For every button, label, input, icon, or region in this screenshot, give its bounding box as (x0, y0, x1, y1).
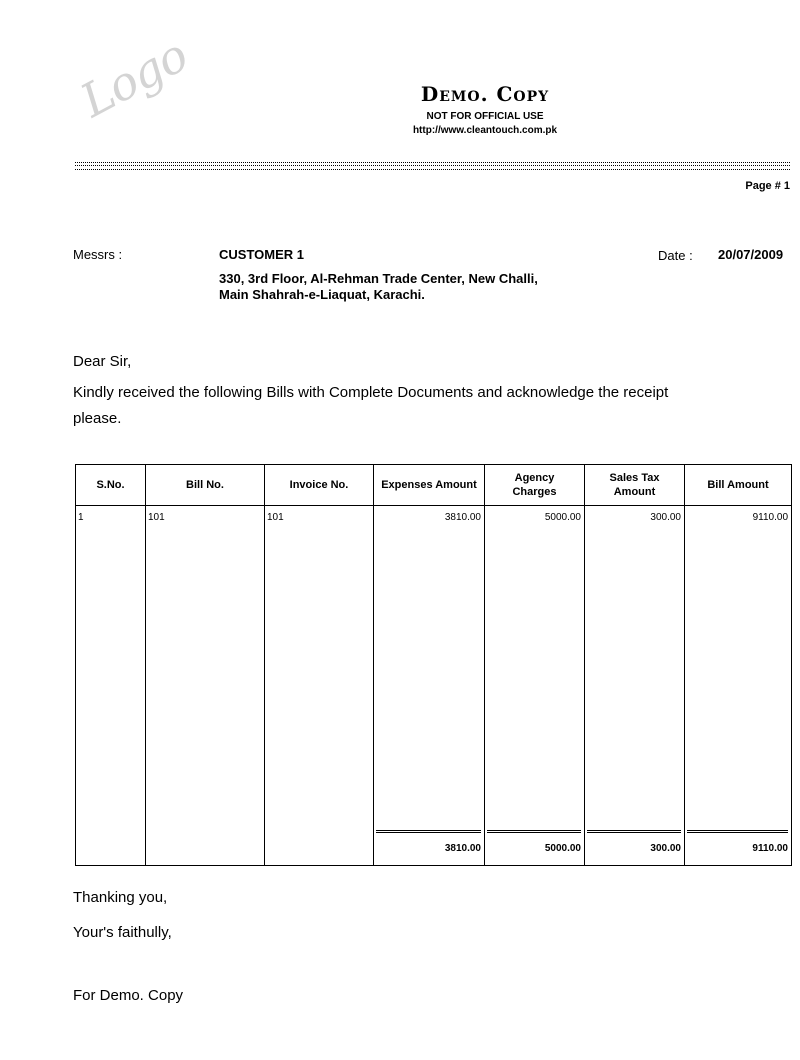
col-header-bill-no: Bill No. (146, 465, 265, 506)
signature: For Demo. Copy (73, 987, 184, 1004)
total-agency-cell (485, 823, 585, 865)
document-title: Demo. Copy (420, 82, 550, 106)
col-header-sno: S.No. (76, 465, 146, 506)
cell-sales-tax: 300.00 (585, 506, 685, 824)
col-header-expenses: Expenses Amount (374, 465, 485, 506)
letter-body-line-2: please. (73, 410, 122, 427)
address-line-1: 330, 3rd Floor, Al-Rehman Trade Center, New Challi, (219, 271, 538, 286)
address-line-2: Main Shahrah-e-Liaquat, Karachi. (219, 287, 425, 302)
header-sales-tax-line-2: Amount (613, 486, 656, 498)
header-agency-line-1: Agency (514, 472, 555, 484)
total-cell-empty-3 (265, 823, 374, 865)
total-bill-amount-cell (685, 823, 792, 865)
total-bill-amount: 9110.00 (687, 830, 788, 854)
total-sales-tax-cell (585, 823, 685, 865)
total-agency: 5000.00 (487, 830, 581, 854)
date-label: Date : (658, 248, 693, 263)
cell-agency: 5000.00 (485, 506, 585, 824)
letter-date: 20/07/2009 (718, 247, 784, 262)
col-header-sales-tax (585, 465, 685, 506)
page-number: Page # 1 (745, 180, 790, 192)
customer-name: CUSTOMER 1 (219, 247, 304, 262)
header-agency-line-2: Charges (512, 486, 557, 498)
table-row (76, 506, 792, 824)
company-url: http://www.cleantouch.com.pk (412, 125, 558, 136)
bills-table (75, 464, 792, 866)
cell-bill-no: 101 (146, 506, 265, 824)
salutation: Dear Sir, (73, 353, 132, 370)
totals-row (76, 823, 792, 865)
total-cell-empty-2 (146, 823, 265, 865)
total-cell-empty-1 (76, 823, 146, 865)
col-header-invoice-no: Invoice No. (265, 465, 374, 506)
letter-body-line-1: Kindly received the following Bills with Complete Documents and acknowledge the receipt (73, 384, 669, 401)
cell-bill-amount: 9110.00 (685, 506, 792, 824)
total-expenses: 3810.00 (376, 830, 481, 854)
closing-faithfully: Your's faithully, (73, 924, 172, 941)
total-sales-tax: 300.00 (587, 830, 681, 854)
document-subtitle: NOT FOR OFFICIAL USE (426, 111, 544, 122)
customer-address (219, 271, 538, 303)
header-sales-tax-line-1: Sales Tax (609, 472, 660, 484)
table-header-row (76, 465, 792, 506)
messrs-label: Messrs : (73, 247, 123, 262)
total-expenses-cell (374, 823, 485, 865)
col-header-bill-amount: Bill Amount (685, 465, 792, 506)
closing-thanks: Thanking you, (73, 889, 168, 906)
logo-watermark: Logo (72, 27, 196, 128)
cell-invoice-no: 101 (265, 506, 374, 824)
col-header-agency (485, 465, 585, 506)
cell-sno: 1 (76, 506, 146, 824)
cell-expenses: 3810.00 (374, 506, 485, 824)
header-divider (75, 162, 790, 170)
